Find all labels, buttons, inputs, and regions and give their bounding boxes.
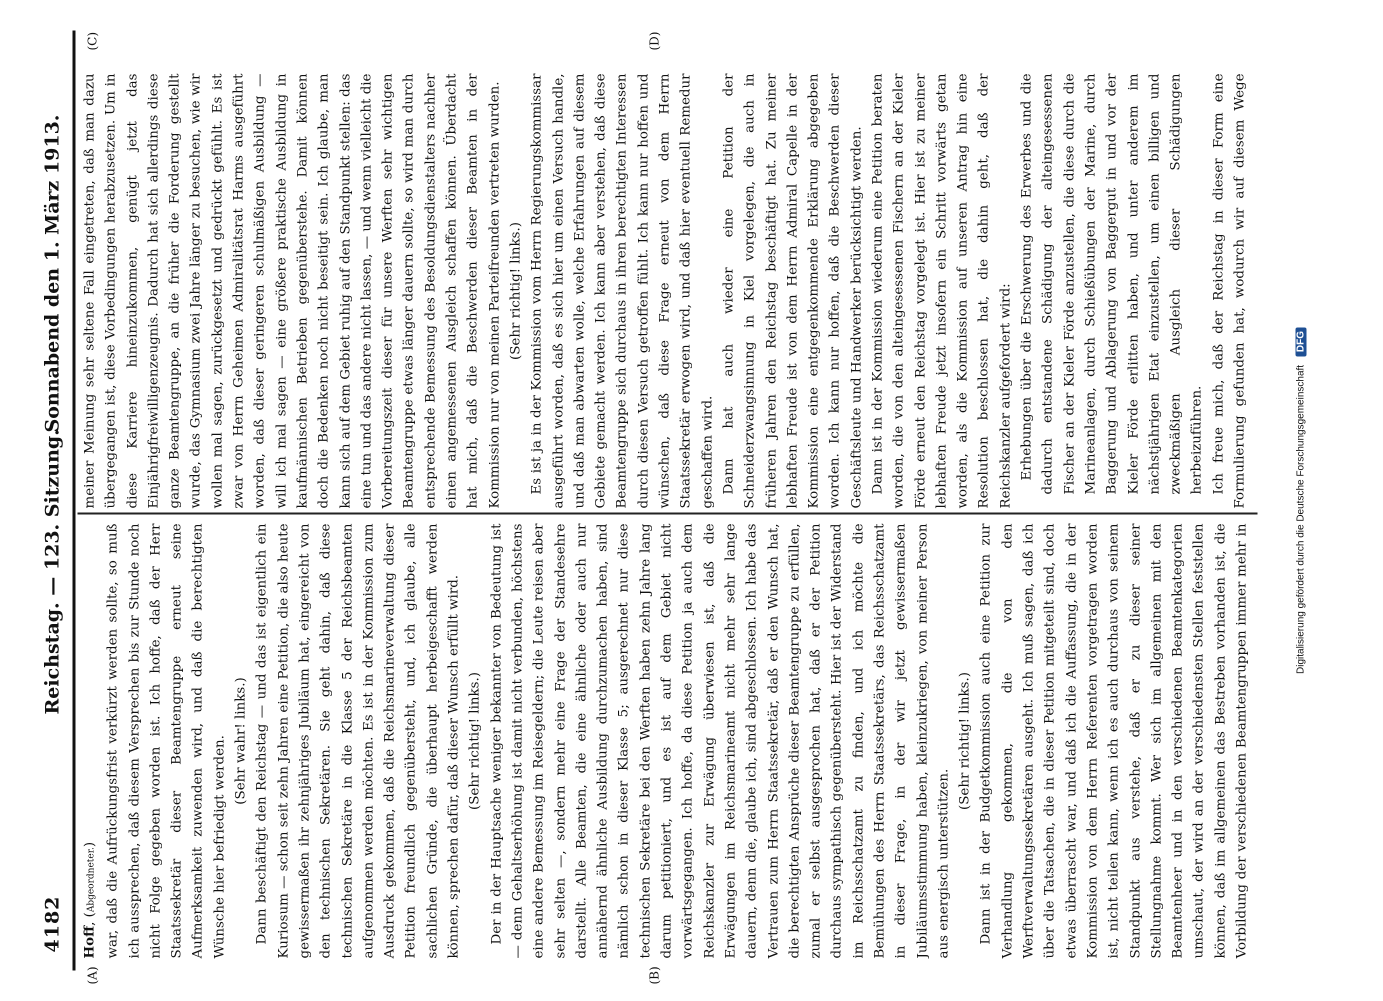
header-rule [73, 31, 76, 971]
speaker-name: Hoff [81, 925, 98, 959]
paragraph: Es ist ja in der Kommission vom Herrn Regierungskommissar ausgeführt worden, daß es sich hier um einen Versuch handle, und daß man abwarten wolle, welche Erfahrungen auf diesem Gebiete gemacht werden. Ich kann aber verstehen, daß diese Beamtengruppe sich durchaus in ihren berechtigten Interessen durch diesen Versuch getroffen fühlt. Ich kann nur hoffen und wünschen, daß diese Frage erneut von dem Herrn Staatssekretär erwogen wird, und daß hier eventuell Remedur geschaffen wird. [529, 73, 716, 509]
left-column [80, 524, 1255, 959]
digitization-footer [1296, 1, 1307, 1001]
margin-marker-c: (C) [85, 31, 100, 51]
speaker-note: Abgeordneter. [86, 847, 97, 913]
resolution-quote: Erhebungen über die Erschwerung des Erwerbes und die dadurch entstandene Schädigung der alteingesessenen Fischer an der Kieler Förde anzustellen, die diese durch die Marineanlagen, durch Schießübungen der Marine, durch Baggerung und Ablagerung von Baggergut in und vor der Kieler Förde erlitten haben, und unter anderem im nächstjährigen Etat einzustellen, um einen billigen und zweckmäßigen Ausgleich dieser Schädigungen herbeizuführen. [1019, 73, 1205, 495]
right-column [80, 74, 1255, 509]
paragraph: meiner Meinung sehr seltene Fall eingetreten, daß man dazu übergegangen ist, diese Vorbedingungen herabzusetzen. Um in diese Karriere hineinzukommen, genügt jetzt das Einjährigfreiwilligenzeugnis. Dadurch hat sich allerdings diese ganze Beamtengruppe, an die früher die Forderung gestellt wurde, das Gymnasium zwei Jahre länger zu besuchen, wie wir wollen mal sagen, zurückgesetzt und gedrückt gefühlt. Es ist zwar von Herrn Geheimen Admiralitätsrat Harms ausgeführt worden, daß dieser geringeren schulmäßigen Ausbildung — will ich mal sagen — eine größere praktische Ausbildung in kaufmännischen Betrieben gegenüberstehe. Damit können doch die Bedenken noch nicht beseitigt sein. Ich glaube, man kann sich auf dem Gebiet ruhig auf den Standpunkt stellen: das eine tun und das andere nicht lassen, — und wenn vielleicht die Vorbereitungszeit dieser für unsere Werften sehr wichtigen Beamtengruppe etwas länger dauern sollte, so wird man durch entsprechende Bemessung des Besoldungsdienstalters nachher einen angemessenen Ausgleich schaffen können. Überdacht hat mich, daß die Beschwerden dieser Beamten in der Kommission nur von meinen Parteifreunden vertreten wurden. [82, 73, 503, 509]
digitization-credit: Digitalisierung gefördert durch die Deutsche Forschungsgemeinschaft [1295, 364, 1307, 674]
margin-marker-b: (B) [647, 966, 662, 985]
dfg-logo: DFG [1296, 327, 1307, 356]
interjection: (Sehr richtig! links.) [467, 672, 483, 810]
running-head [42, 1, 72, 1001]
column-separator [78, 513, 1258, 515]
interjection: (Sehr wahr! links.) [233, 677, 249, 805]
margin-marker-a: (A) [85, 966, 100, 985]
paragraph: Der in der Hauptsache weniger bekannter von Bedeutung ist — denn Gehaltserhöhung ist damit nicht verbunden, höchstens eine andere Bemessung im Reisegeldern; die Leute reisen aber sehr selten —, sondern mehr eine Frage der Standesehre darstellt. Alle Beamten, die eine ähnliche oder auch nur annähernd ähnliche Ausbildung durchzumachen haben, sind nämlich schon in dieser Klasse 5; ausgerechnet nur diese technischen Sekretäre bei den Werften haben zehn Jahre lang darum petitioniert, und es ist auf dem Gebiet nicht vorwärtsgegangen. Ich hoffe, da diese Petition ja auch dem Reichskanzler zur Erwägung überwiesen ist, daß die Erwägungen im Reichsmarineamt nicht mehr sehr lange dauern, denn die, glaube ich, sind abgeschlossen. Ich habe das Vertrauen zum Herrn Staatssekretär, daß er den Wunsch hat, die berechtigten Ansprüche dieser Beamtengruppe zu erfüllen, zumal er selbst ausgesprochen hat, daß er der Petition durchaus sympathisch gegenübersteht. Hier ist der Widerstand im Reichsschatzamt zu finden, und ich möchte die Bemühungen des Herrn Staatssekretärs, das Reichsschatzamt in dieser Frage, in der wir jetzt gewissermaßen Jubiläumsstimmung haben, kleinzukriegen, von meiner Person aus energisch unterstützen. [489, 523, 952, 959]
speaker-line: Hoff, (Abgeordneter.) [81, 841, 98, 959]
interjection: (Sehr richtig! links.) [508, 222, 524, 360]
paragraph: Dann ist in der Kommission wiederum eine Petition beraten worden, die von den alteingesessenen Fischern an der Kieler Förde erneut den Reichstag vorgelegt ist. Hier ist zu meiner lebhaften Freude jetzt insofern ein Schritt vorwärts getan worden, als die Kommission auf unseren Antrag hin eine Resolution beschlossen hat, die dahin geht, daß der Reichskanzler aufgefordert wird: [870, 73, 1014, 509]
paragraph: war, daß die Aufrückungsfrist verkürzt werden sollte, so muß ich aussprechen, daß diesem Versprechen bis zur Stunde noch nicht Folge gegeben worden ist. Ich hoffe, daß der Herr Staatssekretär dieser Beamtengruppe erneut seine Aufmerksamkeit zuwenden wird, und daß die berechtigten Wünsche hier befriedigt werden. [105, 523, 228, 959]
margin-marker-d: (D) [647, 31, 662, 51]
page-number: 4182 [41, 895, 64, 953]
scanned-page [0, 1, 1383, 1001]
paragraph: Ich freue mich, daß der Reichstag in dieser Form eine Formulierung gefunden hat, wodurch wir auf diesem Wege [1211, 73, 1248, 509]
session-date: Sonnabend den 1. März 1913. [41, 114, 64, 433]
session-title: Reichstag. — 123. Sitzung. [41, 429, 64, 715]
paragraph: Dann beschäftigt den Reichstag — und das ist eigentlich ein Kuriosum — schon seit zehn Jahren eine Petition, die also heute gewissermaßen ihr zehnjähriges Jubiläum hat, eingereicht von den technischen Sekretären. Sie geht dahin, daß diese technischen Sekretäre in die Klasse 5 der Reichsbeamten aufgenommen werden möchten. Es ist in der Kommission zum Ausdruck gekommen, daß die Reichsmarineverwaltung dieser Petition freundlich gegenübersteht, und, ich glaube, alle sachlichen Gründe, die überhaupt herbeigeschafft werden können, sprechen dafür, daß dieser Wunsch erfüllt wird. [254, 523, 462, 959]
paragraph: Dann ist in der Budgetkommission auch eine Petition zur Verhandlung gekommen, die von den Werftverwaltungssekretären ausgeht. Ich muß sagen, daß ich über die Tatsachen, die in dieser Petition mitgeteilt sind, doch etwas überrascht war, und daß ich die Auffassung, die in der Kommission von dem Herrn Referenten vorgetragen worden ist, nicht teilen kann, wenn ich es auch durchaus von seinem Standpunkt aus verstehe, daß er zu dieser seiner Stellungnahme kommt. Wer sich im allgemeinen mit den Beamtenheer und in den verschiedenen Beamtenkategorien umschaut, der wird an der verschiedensten Stellen feststellen können, daß im allgemeinen das Bestreben vorhanden ist, die Vorbildung der verschiedenen Beamtengruppen immer mehr in [978, 523, 1250, 959]
interjection: (Sehr richtig! links.) [957, 672, 973, 810]
paragraph: Dann hat auch wieder eine Petition der Schneiderzwangsinnung in Kiel vorgelegen, die auch in früheren Jahren den Reichstag beschäftigt hat. Zu meiner lebhaften Freude ist von dem Herrn Admiral Capelle in der Kommission eine entgegenkommende Erklärung abgegeben worden. Ich kann nur hoffen, daß die Beschwerden dieser Geschäftsleute und Handwerker berücksichtigt werden. [721, 73, 865, 509]
